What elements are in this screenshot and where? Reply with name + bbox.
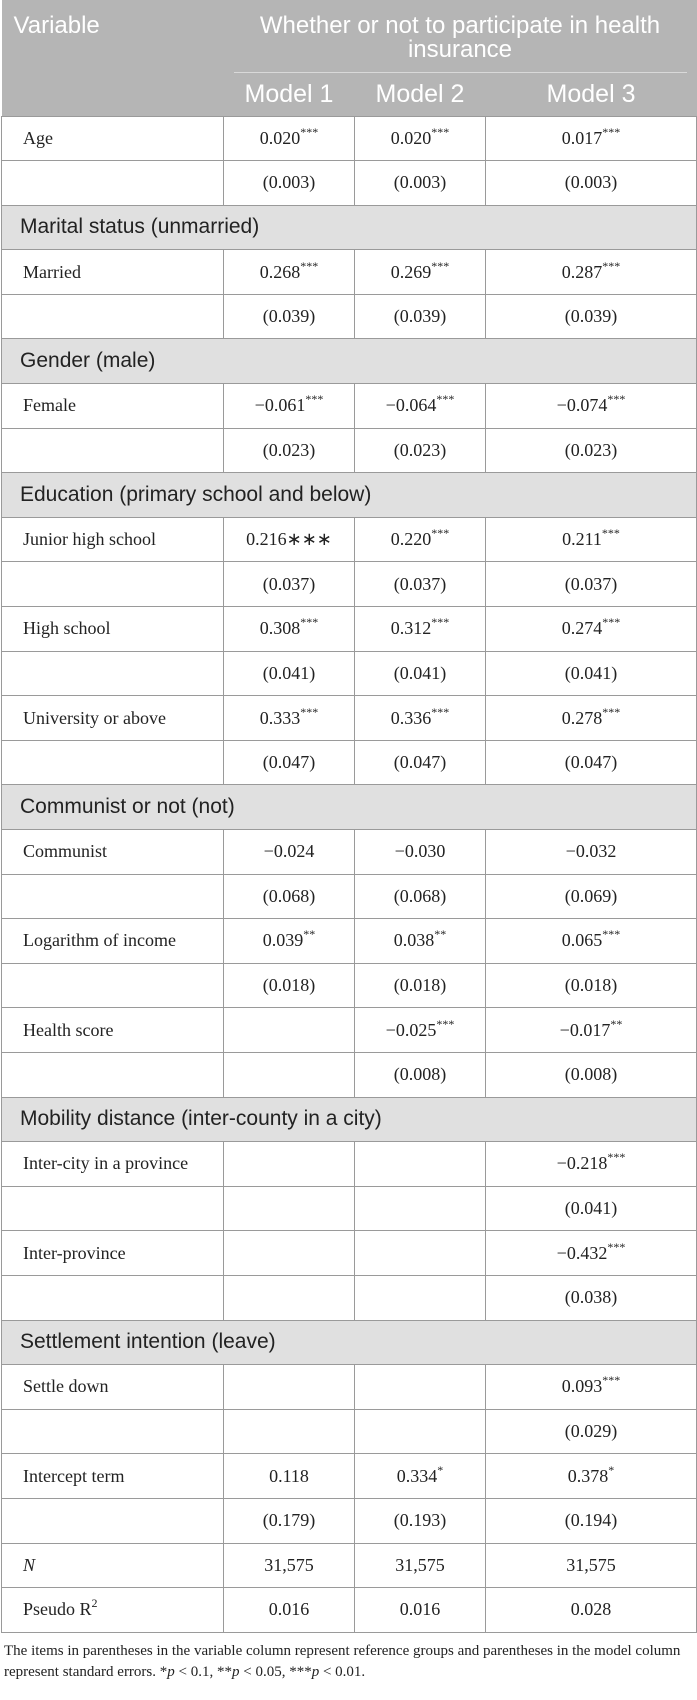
table-row bbox=[2, 963, 697, 1008]
model-3-cell: 0.017*** bbox=[486, 116, 697, 161]
table-row bbox=[2, 651, 697, 696]
row-label bbox=[2, 1543, 224, 1588]
model-1-cell: 0.020*** bbox=[224, 116, 355, 161]
table-row bbox=[2, 1142, 697, 1187]
outcome-group-label: Whether or not to participate in health insurance bbox=[234, 14, 687, 73]
regression-table-container bbox=[1, 0, 696, 1683]
outcome-group-header bbox=[224, 0, 697, 73]
model-2-cell: −0.025*** bbox=[355, 1008, 486, 1053]
row-label: Female bbox=[2, 384, 224, 429]
significance-stars: * bbox=[608, 1462, 615, 1477]
model-3-header: Model 3 bbox=[486, 73, 697, 116]
model-2-cell bbox=[355, 1186, 486, 1231]
row-label: Intercept term bbox=[2, 1454, 224, 1499]
section-label: Marital status (unmarried) bbox=[2, 205, 697, 250]
model-2-cell: 0.038** bbox=[355, 919, 486, 964]
row-label: Inter-province bbox=[2, 1231, 224, 1276]
section-label: Gender (male) bbox=[2, 339, 697, 384]
model-1-cell: 0.039** bbox=[224, 919, 355, 964]
model-3-cell: 0.378* bbox=[486, 1454, 697, 1499]
significance-stars: *** bbox=[431, 258, 450, 273]
model-2-cell: (0.018) bbox=[355, 963, 486, 1008]
row-label bbox=[2, 1186, 224, 1231]
row-label: Health score bbox=[2, 1008, 224, 1053]
section-header-row bbox=[2, 339, 697, 384]
section-label: Mobility distance (inter-county in a city) bbox=[2, 1097, 697, 1142]
row-label: Logarithm of income bbox=[2, 919, 224, 964]
model-2-cell: 0.020*** bbox=[355, 116, 486, 161]
model-2-cell: 0.269*** bbox=[355, 250, 486, 295]
significance-stars: *** bbox=[431, 526, 450, 541]
row-label bbox=[2, 1052, 224, 1097]
section-label: Communist or not (not) bbox=[2, 785, 697, 830]
model-3-cell: 31,575 bbox=[486, 1543, 697, 1588]
table-row bbox=[2, 919, 697, 964]
model-3-cell: (0.069) bbox=[486, 874, 697, 919]
row-label-text: Pseudo R bbox=[23, 1599, 92, 1620]
section-label: Education (primary school and below) bbox=[2, 473, 697, 518]
table-row bbox=[2, 161, 697, 206]
significance-stars: *** bbox=[601, 526, 620, 541]
table-row bbox=[2, 1008, 697, 1053]
row-label: Married bbox=[2, 250, 224, 295]
model-1-cell bbox=[224, 1231, 355, 1276]
model-2-header: Model 2 bbox=[355, 73, 486, 116]
significance-note: *p < 0.1, **p < 0.05, ***p < 0.01. bbox=[159, 1663, 366, 1680]
model-2-cell: 0.336*** bbox=[355, 696, 486, 741]
significance-stars: *** bbox=[436, 1016, 455, 1031]
model-1-cell bbox=[224, 1052, 355, 1097]
regression-table bbox=[1, 0, 697, 1633]
model-1-cell: 0.333*** bbox=[224, 696, 355, 741]
table-row bbox=[2, 1186, 697, 1231]
model-1-cell: 0.216∗∗∗ bbox=[224, 517, 355, 562]
model-1-cell bbox=[224, 1186, 355, 1231]
model-2-cell: 0.220*** bbox=[355, 517, 486, 562]
section-label: Settlement intention (leave) bbox=[2, 1320, 697, 1365]
row-label: Communist bbox=[2, 830, 224, 875]
significance-stars: *** bbox=[431, 704, 450, 719]
significance-stars: *** bbox=[607, 1150, 626, 1165]
model-1-cell: 0.118 bbox=[224, 1454, 355, 1499]
significance-stars: ** bbox=[610, 1016, 623, 1031]
model-2-cell bbox=[355, 1275, 486, 1320]
variable-column-header: Variable bbox=[2, 0, 224, 116]
model-2-cell bbox=[355, 1365, 486, 1410]
model-3-cell: (0.037) bbox=[486, 562, 697, 607]
table-row bbox=[2, 1498, 697, 1543]
table-row bbox=[2, 1275, 697, 1320]
model-1-cell: 0.268*** bbox=[224, 250, 355, 295]
model-3-cell: −0.074*** bbox=[486, 384, 697, 429]
model-3-cell: (0.047) bbox=[486, 740, 697, 785]
significance-stars: ** bbox=[303, 927, 316, 942]
model-3-cell: (0.018) bbox=[486, 963, 697, 1008]
table-row bbox=[2, 1409, 697, 1454]
significance-stars: *** bbox=[602, 124, 621, 139]
model-3-cell: 0.028 bbox=[486, 1588, 697, 1633]
significance-stars: ** bbox=[434, 927, 447, 942]
model-1-cell bbox=[224, 1275, 355, 1320]
section-header-row bbox=[2, 473, 697, 518]
row-label: Settle down bbox=[2, 1365, 224, 1410]
table-row bbox=[2, 428, 697, 473]
model-2-cell: (0.041) bbox=[355, 651, 486, 696]
model-2-cell: −0.064*** bbox=[355, 384, 486, 429]
row-label bbox=[2, 1498, 224, 1543]
significance-stars: *** bbox=[602, 615, 621, 630]
significance-stars: *** bbox=[431, 124, 450, 139]
model-3-cell: −0.017** bbox=[486, 1008, 697, 1053]
model-2-cell: 31,575 bbox=[355, 1543, 486, 1588]
row-label: Inter-city in a province bbox=[2, 1142, 224, 1187]
table-footnote bbox=[1, 1633, 696, 1683]
model-1-cell: −0.024 bbox=[224, 830, 355, 875]
section-header-row bbox=[2, 1320, 697, 1365]
row-label bbox=[2, 562, 224, 607]
significance-stars: *** bbox=[607, 392, 626, 407]
model-3-cell: 0.274*** bbox=[486, 607, 697, 652]
model-1-cell: (0.037) bbox=[224, 562, 355, 607]
row-label bbox=[2, 740, 224, 785]
model-1-cell: −0.061*** bbox=[224, 384, 355, 429]
model-1-cell bbox=[224, 1142, 355, 1187]
model-3-cell: (0.039) bbox=[486, 294, 697, 339]
significance-stars: *** bbox=[305, 392, 324, 407]
row-label: High school bbox=[2, 607, 224, 652]
row-label bbox=[2, 294, 224, 339]
model-1-cell: (0.018) bbox=[224, 963, 355, 1008]
significance-stars: *** bbox=[300, 704, 319, 719]
table-row bbox=[2, 562, 697, 607]
row-label bbox=[2, 161, 224, 206]
model-3-cell: 0.065*** bbox=[486, 919, 697, 964]
model-3-cell: 0.093*** bbox=[486, 1365, 697, 1410]
row-label bbox=[2, 1588, 224, 1633]
significance-stars: *** bbox=[602, 927, 621, 942]
significance-stars: * bbox=[437, 1462, 444, 1477]
model-2-cell: 0.016 bbox=[355, 1588, 486, 1633]
model-2-cell bbox=[355, 1231, 486, 1276]
row-label bbox=[2, 651, 224, 696]
model-2-cell: (0.003) bbox=[355, 161, 486, 206]
model-3-cell: (0.023) bbox=[486, 428, 697, 473]
model-1-header: Model 1 bbox=[224, 73, 355, 116]
row-label: Age bbox=[2, 116, 224, 161]
table-row bbox=[2, 1231, 697, 1276]
model-1-cell bbox=[224, 1365, 355, 1410]
table-row bbox=[2, 517, 697, 562]
row-label-text: N bbox=[23, 1554, 36, 1575]
significance-stars: *** bbox=[300, 258, 319, 273]
model-3-cell: 0.211*** bbox=[486, 517, 697, 562]
table-row bbox=[2, 1365, 697, 1410]
model-2-cell bbox=[355, 1409, 486, 1454]
model-2-cell: 0.312*** bbox=[355, 607, 486, 652]
model-2-cell: (0.023) bbox=[355, 428, 486, 473]
table-row bbox=[2, 294, 697, 339]
model-1-cell: (0.047) bbox=[224, 740, 355, 785]
table-row bbox=[2, 1052, 697, 1097]
model-3-cell: −0.218*** bbox=[486, 1142, 697, 1187]
table-row bbox=[2, 384, 697, 429]
row-label: Junior high school bbox=[2, 517, 224, 562]
row-label-superscript: 2 bbox=[91, 1596, 98, 1611]
row-label bbox=[2, 1275, 224, 1320]
model-2-cell: (0.039) bbox=[355, 294, 486, 339]
significance-stars: *** bbox=[436, 392, 455, 407]
significance-stars: *** bbox=[602, 704, 621, 719]
model-3-cell: (0.041) bbox=[486, 1186, 697, 1231]
model-3-cell: (0.003) bbox=[486, 161, 697, 206]
table-header bbox=[2, 0, 697, 116]
row-label: University or above bbox=[2, 696, 224, 741]
model-2-cell: (0.047) bbox=[355, 740, 486, 785]
row-label bbox=[2, 1409, 224, 1454]
model-3-cell: (0.029) bbox=[486, 1409, 697, 1454]
model-3-cell: −0.032 bbox=[486, 830, 697, 875]
model-2-cell: (0.068) bbox=[355, 874, 486, 919]
model-3-cell: (0.038) bbox=[486, 1275, 697, 1320]
footnote-text: The items in parentheses in the variable column represent reference groups and parentheses in the model column represent standard errors. bbox=[4, 1642, 681, 1680]
model-3-cell: (0.194) bbox=[486, 1498, 697, 1543]
model-1-cell: 0.308*** bbox=[224, 607, 355, 652]
model-3-cell: (0.008) bbox=[486, 1052, 697, 1097]
model-2-cell: (0.037) bbox=[355, 562, 486, 607]
section-header-row bbox=[2, 205, 697, 250]
significance-stars: *** bbox=[607, 1239, 626, 1254]
model-1-cell bbox=[224, 1008, 355, 1053]
significance-stars: *** bbox=[431, 615, 450, 630]
model-3-cell: 0.278*** bbox=[486, 696, 697, 741]
model-1-cell bbox=[224, 1409, 355, 1454]
table-row bbox=[2, 1454, 697, 1499]
table-row bbox=[2, 1543, 697, 1588]
table-row bbox=[2, 874, 697, 919]
model-3-cell: 0.287*** bbox=[486, 250, 697, 295]
model-1-cell: (0.003) bbox=[224, 161, 355, 206]
model-1-cell: (0.039) bbox=[224, 294, 355, 339]
row-label bbox=[2, 428, 224, 473]
model-1-cell: (0.068) bbox=[224, 874, 355, 919]
significance-stars: *** bbox=[300, 124, 319, 139]
table-row bbox=[2, 607, 697, 652]
row-label bbox=[2, 874, 224, 919]
table-row bbox=[2, 696, 697, 741]
model-2-cell bbox=[355, 1142, 486, 1187]
table-body bbox=[2, 116, 697, 1632]
model-1-cell: 0.016 bbox=[224, 1588, 355, 1633]
model-2-cell: (0.193) bbox=[355, 1498, 486, 1543]
significance-stars: *** bbox=[602, 1373, 621, 1388]
table-row bbox=[2, 830, 697, 875]
model-1-cell: (0.041) bbox=[224, 651, 355, 696]
table-row bbox=[2, 116, 697, 161]
model-1-cell: (0.023) bbox=[224, 428, 355, 473]
section-header-row bbox=[2, 785, 697, 830]
model-1-cell: (0.179) bbox=[224, 1498, 355, 1543]
model-2-cell: 0.334* bbox=[355, 1454, 486, 1499]
table-row bbox=[2, 250, 697, 295]
model-3-cell: (0.041) bbox=[486, 651, 697, 696]
model-3-cell: −0.432*** bbox=[486, 1231, 697, 1276]
table-row bbox=[2, 740, 697, 785]
model-1-cell: 31,575 bbox=[224, 1543, 355, 1588]
model-2-cell: (0.008) bbox=[355, 1052, 486, 1097]
significance-stars: *** bbox=[300, 615, 319, 630]
model-2-cell: −0.030 bbox=[355, 830, 486, 875]
row-label bbox=[2, 963, 224, 1008]
section-header-row bbox=[2, 1097, 697, 1142]
table-row bbox=[2, 1588, 697, 1633]
significance-stars: *** bbox=[602, 258, 621, 273]
